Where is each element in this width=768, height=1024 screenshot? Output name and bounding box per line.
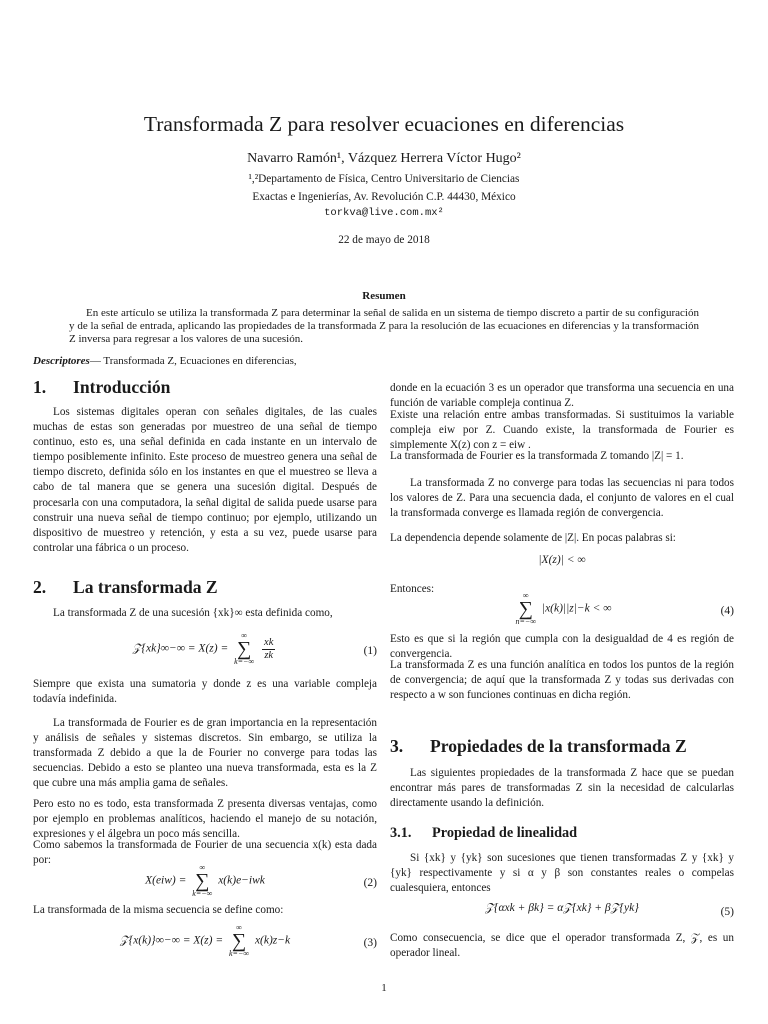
s31-paragraph-1: Si {xk} y {yk} son sucesiones que tienen transformadas Z y {xk} y {yk} respectivamente y si α y β son constantes reales o compelas cualesquiera, entonces xyxy=(390,852,734,895)
authors: Navarro Ramón¹, Vázquez Herrera Víctor Hugo² xyxy=(247,151,521,166)
eq5-label: (5) xyxy=(720,906,734,918)
keywords-text: — Transformada Z, Ecuaciones en diferencias, xyxy=(89,355,297,367)
eq1-fraction xyxy=(262,637,275,660)
eq3-rhs: x(k)z−k xyxy=(254,934,291,947)
eq2-lhs: X(eiw) = xyxy=(145,874,187,887)
eq2-sum-upper: ∞ xyxy=(199,863,206,872)
keywords-line xyxy=(33,355,733,367)
paper-title: Transformada Z para resolver ecuaciones en diferencias xyxy=(143,112,625,136)
equation-abs xyxy=(390,554,734,574)
subsection-3-1-heading xyxy=(390,825,577,842)
equation-2 xyxy=(33,864,377,902)
section-3-number: 3. xyxy=(390,736,404,756)
eq1-sum-operator: ∞ ∑ k=−∞ xyxy=(234,631,255,666)
eq1-label: (1) xyxy=(363,645,377,657)
eq3-label: (3) xyxy=(363,937,377,949)
author-email: torkva@live.com.mx² xyxy=(324,207,444,219)
right-paragraph-4: La transformada Z no converge para todas las secuencias ni para todos los valores de Z. Para una secuencia dada, el conjunto de valores en el cual la transformada converge es llamada región de convergencia. xyxy=(390,477,734,520)
eq1-sum-lower: k=−∞ xyxy=(234,657,255,666)
section-3-heading xyxy=(390,736,687,757)
s2-paragraph-3: La transformada de Fourier es de gran importancia en la representación y análisis de señales y sistemas discretos. Sin embargo, se utiliza la transformada Z debido a que la de Fourier no converge para todas las secuencias. Debido a esto se planteo una nueva transformada, esta es la Z que cubre una más amplia gama de señales. xyxy=(33,717,377,790)
s2-paragraph-6: La transformada de la misma secuencia se define como: xyxy=(33,904,284,916)
eq3-sum-operator: ∞ ∑ k=−∞ xyxy=(229,923,250,958)
eq5-body: 𝒵{αxk + βk} = α𝒵{xk} + β𝒵{yk} xyxy=(485,902,639,914)
affiliation-line-1: ¹,²Departamento de Física, Centro Universitario de Ciencias xyxy=(248,173,520,185)
eq-abs-body: |X(z)| < ∞ xyxy=(538,554,586,566)
section-1-number: 1. xyxy=(33,377,47,397)
s31-paragraph-2: Como consecuencia, se dice que el operador transformada Z, 𝒵, es un operador lineal. xyxy=(390,932,734,960)
equation-5 xyxy=(390,902,734,922)
right-paragraph-5: La dependencia depende solamente de |Z|. En pocas palabras si: xyxy=(390,532,676,544)
eq3-sum-lower: k=−∞ xyxy=(229,949,250,958)
section-2-number: 2. xyxy=(33,577,47,597)
s3-paragraph-1: Las siguientes propiedades de la transformada Z hace que se puedan encontrar más pares de transformadas Z sin la necesidad de calcularlas directamente usando la definición. xyxy=(390,767,734,810)
s2-paragraph-4: Pero esto no es todo, esta transformada Z presenta diversas ventajas, como por ejemplo en problemas analíticos, haciendo el manejo de su notación, expresiones y el álgebra un poco más sencilla. xyxy=(33,798,377,841)
equation-3 xyxy=(33,924,377,962)
section-1-title: Introducción xyxy=(73,377,171,397)
eq4-label: (4) xyxy=(720,605,734,617)
abstract-heading: Resumen xyxy=(362,290,406,302)
subsection-3-1-number: 3.1. xyxy=(390,825,412,841)
intro-paragraph: Los sistemas digitales operan con señales digitales, de las cuales muchas de estas son generadas por muestreo de una señal de tiempo continuo, esto es, una señal definida en cada instante en un intervalo de tiempo posiblemente infinito. Este proceso de muestreo genera una señal de tiempo discreto, definida sólo en los instantes en que el muestreo se lleva a cabo de tal manera que se genera una sucesión digital. Después de procesarla con una computadora, la señal digital de salida puede usarse para construir una nueva señal de tiempo continuo; por ejemplo, utilizando un dispositivo de muestreo y retención, y esta a su vez, puede usarse para controlar una fábrica o un proceso. xyxy=(33,406,377,554)
eq2-rhs: x(k)e−iwk xyxy=(218,874,265,887)
equation-1 xyxy=(33,632,377,670)
keywords-label: Descriptores xyxy=(33,355,90,367)
affiliation-line-2: Exactas e Ingenierías, Av. Revolución C.P. 44430, México xyxy=(252,191,516,203)
section-2-heading xyxy=(33,577,218,598)
eq1-sum-upper: ∞ xyxy=(241,631,247,640)
eq2-sum-operator: ∞ ∑ k=−∞ xyxy=(192,863,213,898)
subsection-3-1-title: Propiedad de linealidad xyxy=(432,825,578,841)
eq3-sum-upper: ∞ xyxy=(236,923,242,932)
eq1-numerator: xk xyxy=(264,637,274,649)
eq2-label: (2) xyxy=(363,877,377,889)
eq1-denominator: zk xyxy=(264,649,274,661)
right-paragraph-7: Esto es que si la región que cumpla con la desigualdad de 4 es región de convergencia. xyxy=(390,633,734,661)
s2-paragraph-1: La transformada Z de una sucesión {xk}∞ esta definida como, xyxy=(53,607,333,619)
section-2-title: La transformada Z xyxy=(73,577,218,597)
section-1-heading xyxy=(33,377,170,398)
eq1-lhs: 𝒵{xk}∞−∞ = X(z) = xyxy=(132,642,229,655)
right-paragraph-3: La transformada de Fourier es la transformada Z tomando |Z| = 1. xyxy=(390,450,684,462)
right-paragraph-6: Entonces: xyxy=(390,583,435,595)
publication-date: 22 de mayo de 2018 xyxy=(338,234,430,246)
eq4-sum-lower: n=−∞ xyxy=(515,617,537,626)
eq4-sum-operator: ∞ ∑ n=−∞ xyxy=(515,591,537,626)
abstract-text: En este artículo se utiliza la transformada Z para determinar la señal de salida en un sistema de tiempo discreto a partir de su configuración y de la señal de entrada, aplicando las propiedades de la transformada Z para la resolución de las ecuaciones en diferencias y la transformación Z inversa para regresar a los valores de una sucesión. xyxy=(69,307,699,346)
right-paragraph-2: Existe una relación entre ambas transformadas. Si sustituimos la variable compleja eiw por Z. Cuando existe, la transformada de Fourier es simplemente X(z) con z = eiw . xyxy=(390,409,734,452)
eq4-rhs: |x(k)||z|−k < ∞ xyxy=(541,602,612,615)
page-number: 1 xyxy=(381,982,387,994)
section-3-title: Propiedades de la transformada Z xyxy=(430,736,687,756)
right-paragraph-1: donde en la ecuación 3 es un operador que transforma una secuencia en una función de variable compleja continua Z. xyxy=(390,382,734,410)
eq2-sum-lower: k=−∞ xyxy=(192,889,213,898)
eq3-lhs: 𝒵{x(k)}∞−∞ = X(z) = xyxy=(119,934,224,947)
s2-paragraph-5: Como sabemos la transformada de Fourier de una secuencia x(k) esta dada por: xyxy=(33,839,377,867)
s2-paragraph-2: Siempre que exista una sumatoria y donde z es una variable compleja todavía indefinida. xyxy=(33,678,377,706)
eq4-sum-upper: ∞ xyxy=(522,591,529,600)
equation-4 xyxy=(390,592,734,630)
right-paragraph-8: La transformada Z es una función analítica en todos los puntos de la región de convergencia; de aquí que la transformada Z y todas sus derivadas con respecto a w son funciones continuas en dicha región. xyxy=(390,659,734,702)
